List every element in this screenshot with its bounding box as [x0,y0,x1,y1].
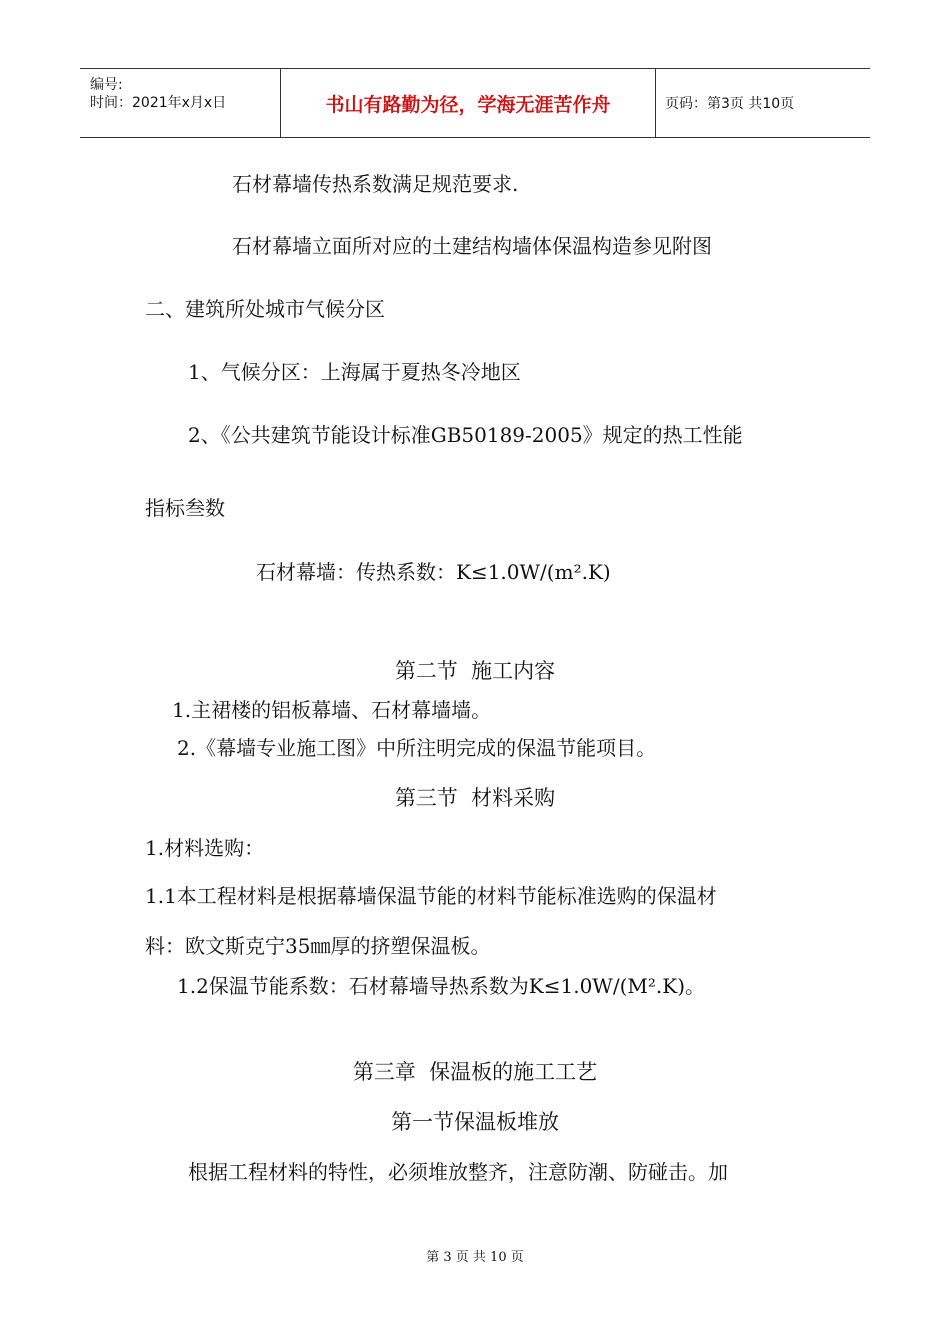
paragraph: 1.材料选购： [145,836,265,860]
list-item: 2.《幕墙专业施工图》中所注明完成的保温节能项目。 [177,736,657,760]
section-heading-climate: 二、建筑所处城市气候分区 [145,297,385,321]
chapter-title: 第三章 保温板的施工工艺 [352,1060,598,1084]
paragraph: 1.2保温节能系数：石材幕墙导热系数为K≤1.0W/(M².K)。 [177,974,706,998]
page-header [80,68,870,138]
section-title: 第一节保温板堆放 [391,1110,559,1134]
header-page-info: 页码：第3页 共10页 [665,96,795,112]
paragraph: 石材幕墙：传热系数：K≤1.0W/(m².K) [256,560,611,584]
header-meta [80,69,280,137]
paragraph: 1.1本工程材料是根据幕墙保温节能的材料节能标准选购的保温材 [145,884,717,908]
section-title: 第三节 材料采购 [394,786,556,810]
list-item: 1.主裙楼的铝板幕墙、石材幕墙墙。 [172,698,492,722]
date-line: 时间：2021年x月x日 [90,95,227,111]
header-motto: 书山有路勤为径，学海无涯苦作舟 [280,69,656,137]
paragraph: 2、《公共建筑节能设计标准GB50189-2005》规定的热工性能 [188,423,743,447]
paragraph: 石材幕墙立面所对应的土建结构墙体保温构造参见附图 [232,234,712,258]
paragraph: 料：欧文斯克宁35㎜厚的挤塑保温板。 [145,934,491,958]
paragraph: 指标叁数 [145,496,225,520]
page-footer: 第 3 页 共 10 页 [426,1250,524,1265]
paragraph: 根据工程材料的特性，必须堆放整齐，注意防潮、防碰击。加 [188,1160,728,1184]
paragraph: 石材幕墙传热系数满足规范要求. [232,172,519,196]
document-number-label: 编号: [90,77,123,93]
section-title: 第二节 施工内容 [394,659,556,683]
paragraph: 1、气候分区：上海属于夏热冬冷地区 [188,360,521,384]
